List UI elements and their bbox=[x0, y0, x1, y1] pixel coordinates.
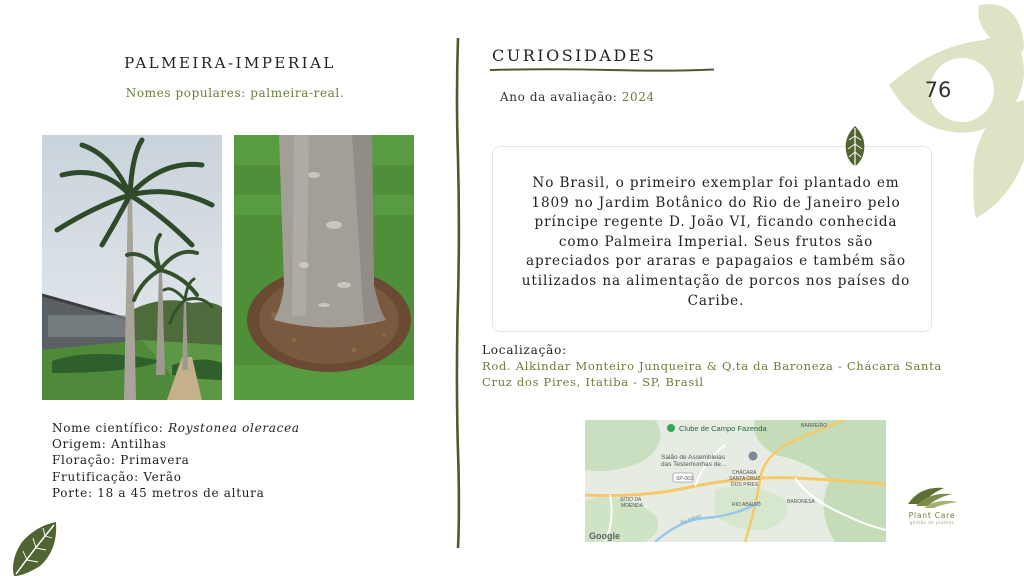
year-label: Ano da avaliação: bbox=[500, 90, 622, 104]
map-label-chacara-1: CHÁCARA bbox=[732, 470, 757, 476]
palm-tree-photo bbox=[42, 135, 222, 400]
curiosities-title: CURIOSIDADES bbox=[492, 46, 657, 65]
species-title: PALMEIRA-IMPERIAL bbox=[124, 54, 336, 72]
map-label-barreiro: BARREIRO bbox=[801, 423, 828, 429]
map-label-club: Clube de Campo Fazenda bbox=[679, 424, 767, 433]
map-label-road: SP-063 bbox=[676, 476, 693, 482]
location-label: Localização: bbox=[482, 343, 567, 357]
year-value: 2024 bbox=[621, 90, 655, 104]
map-label-sitio-1: SÍTIO DA bbox=[620, 497, 642, 503]
location-map[interactable] bbox=[585, 420, 886, 542]
page-number: 76 bbox=[924, 78, 952, 102]
map-label-rio-abaixo: RIO ABAIXO bbox=[732, 502, 761, 508]
map-label-chacara-2: SANTA CRUZ bbox=[729, 476, 761, 482]
map-label-river: Rio Atibaia bbox=[679, 512, 702, 525]
trunk-base-photo bbox=[234, 135, 414, 400]
title-underline bbox=[490, 66, 714, 74]
logo-tagline: gestão de plantas bbox=[909, 520, 955, 525]
vertical-divider bbox=[455, 38, 461, 548]
corner-leaves-decoration bbox=[824, 0, 1024, 230]
map-google-logo: Google bbox=[589, 531, 620, 541]
popular-names: Nomes populares: palmeira-real. bbox=[125, 86, 345, 100]
origin-row: Origem: Antilhas bbox=[52, 437, 167, 452]
map-label-hall-1: Salão de Assembleias bbox=[661, 454, 725, 461]
location-address: Rod. Alkindar Monteiro Junqueira & Q.ta da Baroneza - Chácara Santa Cruz dos Pires, Itatiba - SP, Brasil bbox=[482, 359, 942, 389]
map-label-sitio-2: MOENDA bbox=[621, 503, 643, 509]
fruiting-row: Frutificação: Verão bbox=[52, 469, 182, 484]
scientific-name-value: Roystonea oleracea bbox=[168, 421, 300, 435]
scientific-name-label: Nome científico: bbox=[52, 421, 169, 435]
flowering-row: Floração: Primavera bbox=[52, 453, 190, 468]
map-label-baronesa: BARONESA bbox=[787, 499, 815, 505]
leaf-icon bbox=[10, 520, 60, 576]
map-label-hall-2: das Testemunhas de... bbox=[661, 461, 727, 468]
map-label-chacara-3: DOS PIRES bbox=[731, 482, 759, 488]
size-row: Porte: 18 a 45 metros de altura bbox=[52, 485, 265, 500]
evaluation-year bbox=[500, 90, 655, 104]
species-facts bbox=[52, 420, 300, 501]
curiosity-text: No Brasil, o primeiro exemplar foi plantado em 1809 no Jardim Botânico do Rio de Janeiro pelo príncipe regente D. João VI, ficando conhecida como Palmeira Imperial. Seus frutos são apreciados por araras e papagaios e também são utilizados na alimentação de porcos nos países do Caribe. bbox=[521, 175, 911, 309]
scientific-name-row bbox=[52, 420, 300, 436]
logo-name: Plant Care bbox=[908, 511, 956, 520]
